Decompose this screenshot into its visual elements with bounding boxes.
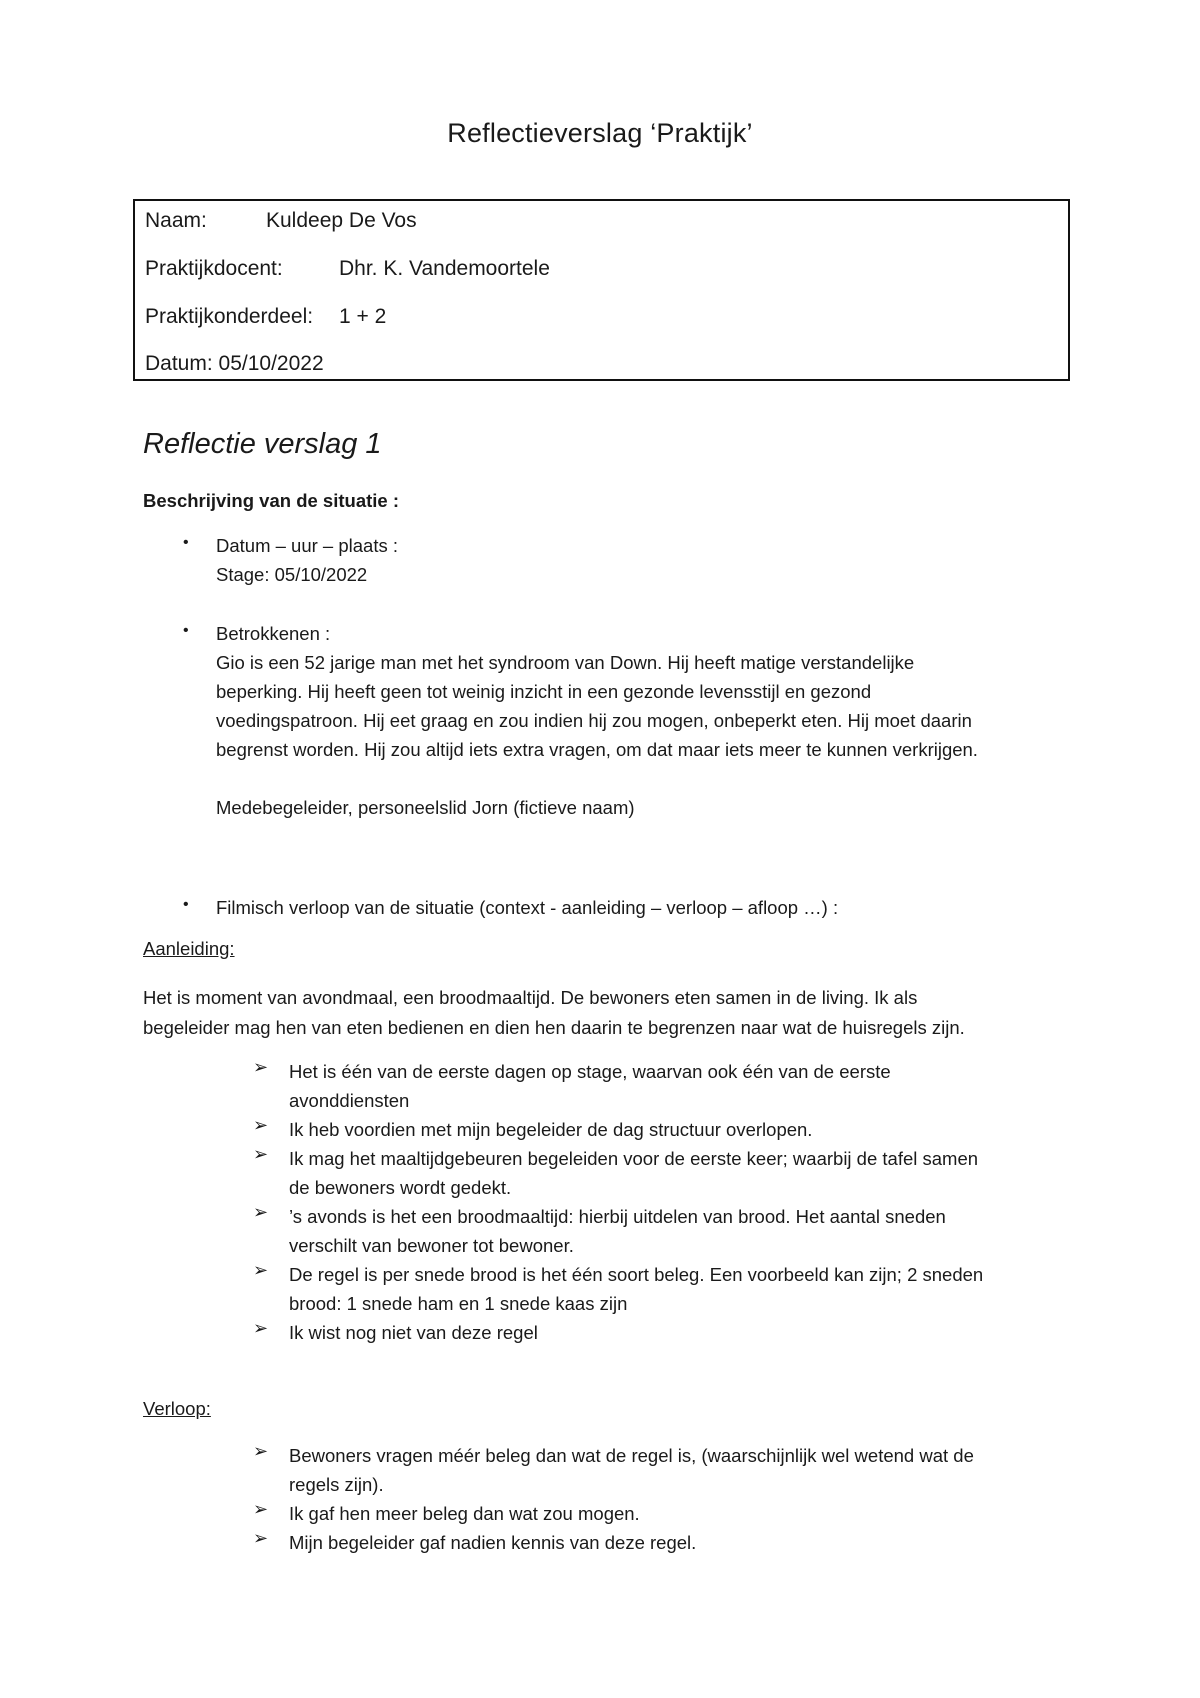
onderdeel-label: Praktijkonderdeel: [145, 305, 314, 328]
item-line: ’s avonds is het een broodmaaltijd: hierbij uitdelen van brood. Het aantal sneden [289, 1206, 946, 1227]
arrow-bullet-icon: ➢ [253, 1202, 269, 1222]
bullet-line: beperking. Hij heeft geen tot weinig inzicht in een gezonde levensstijl en gezond [216, 681, 872, 702]
item-line: brood: 1 snede ham en 1 snede kaas zijn [289, 1293, 628, 1314]
datum-line: Datum: 05/10/2022 [145, 352, 324, 375]
paragraph-line: Het is moment van avondmaal, een broodmaaltijd. De bewoners eten samen in de living. Ik als [143, 987, 918, 1008]
item-line: Ik wist nog niet van deze regel [289, 1322, 538, 1343]
bullet-betrokkenen [216, 619, 1076, 822]
arrow-bullet-icon: ➢ [253, 1260, 269, 1280]
item-line: de bewoners wordt gedekt. [289, 1177, 512, 1198]
item-line: Het is één van de eerste dagen op stage, waarvan ook één van de eerste [289, 1061, 891, 1082]
verloop-label: Verloop: [143, 1398, 211, 1419]
name-label: Naam: [145, 209, 207, 232]
bullet-line: Datum – uur – plaats : [216, 535, 399, 556]
aanleiding-label: Aanleiding: [143, 938, 235, 959]
bullet-line: Filmisch verloop van de situatie (context - aanleiding – verloop – afloop …) : [216, 897, 839, 918]
bullet-line: Betrokkenen : [216, 623, 331, 644]
arrow-bullet-icon: ➢ [253, 1144, 269, 1164]
arrow-bullet-icon: ➢ [253, 1528, 269, 1548]
item-line: Ik mag het maaltijdgebeuren begeleiden voor de eerste keer; waarbij de tafel samen [289, 1148, 979, 1169]
bullet-spacer [216, 764, 1076, 793]
bullet-line: Stage: 05/10/2022 [216, 564, 368, 585]
document-title: Reflectieverslag ‘Praktijk’ [447, 118, 753, 148]
paragraph-line: begeleider mag hen van eten bedienen en dien hen daarin te begrenzen naar wat de huisregels zijn. [143, 1017, 965, 1038]
aanleiding-paragraph [143, 983, 1073, 1043]
onderdeel-value: 1 + 2 [339, 305, 387, 328]
bullet-line: Medebegeleider, personeelslid Jorn (fictieve naam) [216, 797, 635, 818]
arrow-bullet-icon: ➢ [253, 1499, 269, 1519]
item-line: Ik gaf hen meer beleg dan wat zou mogen. [289, 1503, 640, 1524]
item-line: verschilt van bewoner tot bewoner. [289, 1235, 574, 1256]
docent-value: Dhr. K. Vandemoortele [339, 257, 550, 280]
item-line: regels zijn). [289, 1474, 384, 1495]
situation-subheading: Beschrijving van de situatie : [143, 490, 399, 511]
arrow-bullet-icon: ➢ [253, 1115, 269, 1135]
item-line: Ik heb voordien met mijn begeleider de dag structuur overlopen. [289, 1119, 813, 1140]
arrow-bullet-icon: ➢ [253, 1441, 269, 1461]
bullet-dot: • [183, 534, 189, 551]
arrow-bullet-icon: ➢ [253, 1318, 269, 1338]
bullet-filmisch [216, 893, 1076, 922]
item-line: avonddiensten [289, 1090, 410, 1111]
item-line: Bewoners vragen méér beleg dan wat de regel is, (waarschijnlijk wel wetend wat de [289, 1445, 974, 1466]
bullet-datum [216, 531, 1076, 589]
bullet-dot: • [183, 622, 189, 639]
item-line: De regel is per snede brood is het één soort beleg. Een voorbeeld kan zijn; 2 sneden [289, 1264, 984, 1285]
item-line: Mijn begeleider gaf nadien kennis van deze regel. [289, 1532, 697, 1553]
arrow-bullet-icon: ➢ [253, 1057, 269, 1077]
section-heading: Reflectie verslag 1 [143, 428, 382, 460]
bullet-line: voedingspatroon. Hij eet graag en zou indien hij zou mogen, onbeperkt eten. Hij moet daarin [216, 710, 972, 731]
info-box [133, 199, 1070, 381]
bullet-line: begrenst worden. Hij zou altijd iets extra vragen, om dat maar iets meer te kunnen verkrijgen. [216, 739, 978, 760]
docent-label: Praktijkdocent: [145, 257, 283, 280]
bullet-dot: • [183, 896, 189, 913]
name-value: Kuldeep De Vos [266, 209, 417, 232]
bullet-line: Gio is een 52 jarige man met het syndroom van Down. Hij heeft matige verstandelijke [216, 652, 915, 673]
